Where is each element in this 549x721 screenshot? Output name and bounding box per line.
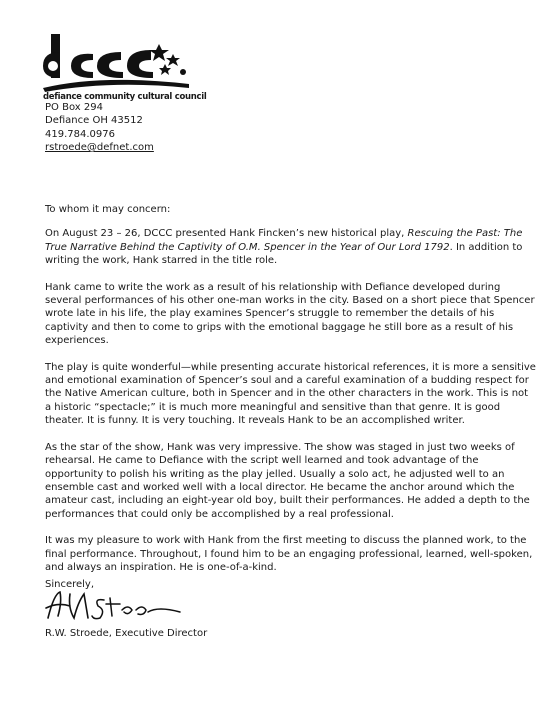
signer-name: R.W. Stroede, Executive Director bbox=[45, 628, 208, 639]
play-title: Rescuing the Past: The True Narrative Behind the Captivity of O.M. Spencer in the Year of Our Lord 1792 bbox=[45, 228, 523, 253]
email-link[interactable]: rstroede@defnet.com bbox=[45, 142, 154, 154]
paragraph-1 bbox=[45, 227, 537, 267]
closing: Sincerely, bbox=[45, 579, 95, 590]
dccc-logo bbox=[41, 30, 207, 106]
paragraph-5: It was my pleasure to work with Hank from the first meeting to discuss the planned work, to the final performance. Throughout, I found him to be an engaging professional, learned, well-spoken, and always an inspiration. He is one-of-a-kind. bbox=[45, 535, 533, 573]
address-line-2: Defiance OH 43512 bbox=[45, 115, 143, 127]
paragraph-1-intro: On August 23 – 26, DCCC presented Hank Fincken’s new historical play, bbox=[45, 228, 408, 240]
organization-name: defiance community cultural council bbox=[43, 92, 207, 102]
paragraph-1-end: . In addition to writing the work, Hank starred in the title role. bbox=[45, 241, 523, 267]
letter-body bbox=[45, 203, 537, 587]
letterhead-address bbox=[45, 101, 154, 155]
paragraph-4: As the star of the show, Hank was very impressive. The show was staged in just two weeks of rehearsal. He came to Defiance with the script well learned and took advantage of the opportunity to polish his writing as the play jelled. Usually a solo act, he adjusted well to an ensemble cast and worked well with a local director. He became the anchor around which the amateur cast, including an eight-year old boy, built their performances. He added a depth to the performances that could only be accomplished by a real professional. bbox=[45, 441, 530, 520]
phone-number: 419.784.0976 bbox=[45, 128, 115, 140]
signature-icon bbox=[40, 588, 190, 624]
paragraph-2: Hank came to write the work as a result of his relationship with Defiance developed during several performances of his other one-man works in the city. Based on a short piece that Spencer wrote late in his life, the play examines Spencer’s struggle to remember the details of his captivity and then to come to grips with the emotional baggage he still bore as a result of his experiences. bbox=[45, 281, 535, 347]
address-line-1: PO Box 294 bbox=[45, 102, 103, 113]
paragraph-3: The play is quite wonderful—while presenting accurate historical references, it is more a sensitive and emotional examination of Spencer’s soul and a careful examination of a budding respect for the Native American culture, both in Spencer and in the other characters in the work. This is not a historic “spectacle;” it is much more meaningful and sensitive than that genre. It is good theater. It is funny. It is very touching. It reveals Hank to be an accomplished writer. bbox=[45, 361, 536, 427]
salutation: To whom it may concern: bbox=[45, 204, 171, 215]
